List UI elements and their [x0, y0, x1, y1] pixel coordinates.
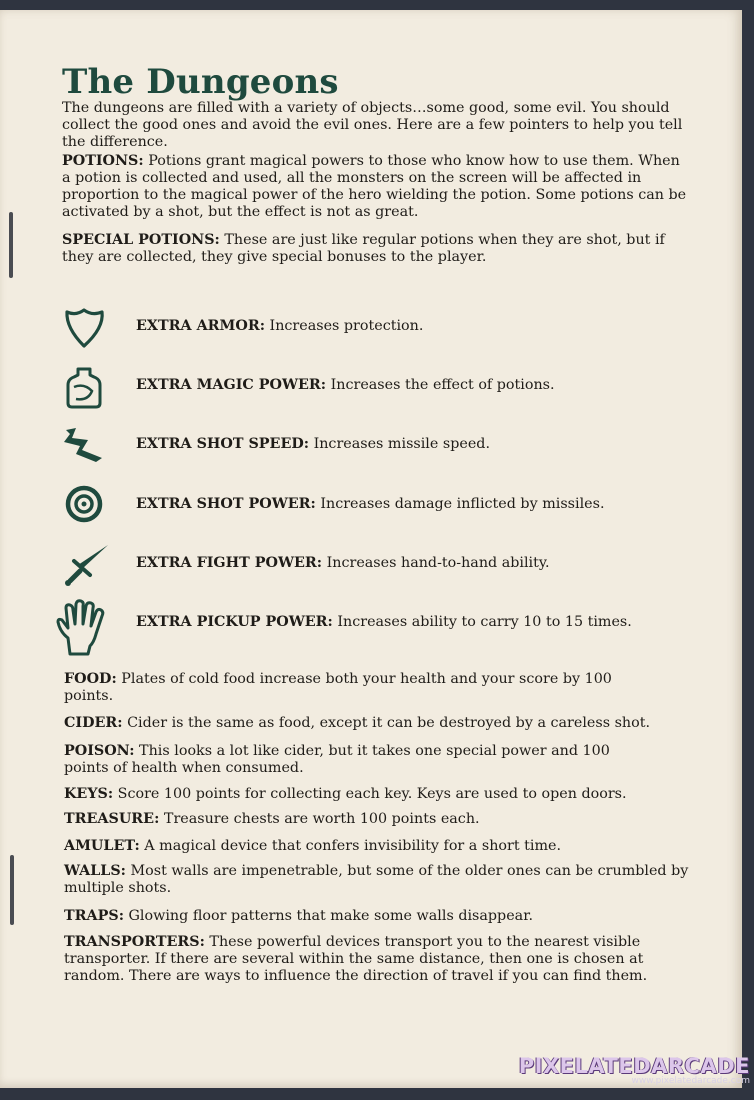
power-row-fight: [62, 543, 690, 583]
staple: [10, 855, 14, 925]
item-amulet: AMULET: A magical device that confers invisibility for a short time.: [64, 838, 562, 854]
shield-icon: [62, 306, 112, 350]
potions-text: Potions grant magical powers to those who know how to use them. When a potion is collected and used, all the monsters on the screen will be affected in proportion to the magical power of the hero wielding the potion. Some potions can be activated by a shot, but the effect is not as great.: [62, 153, 687, 220]
watermark-name: PIXELATEDARCADE: [518, 1054, 750, 1078]
special-potions-text: These are just like regular potions when they are shot, but if they are collected, they give special bonuses to the player.: [62, 232, 665, 265]
power-row-shot-power: [62, 484, 690, 524]
sword-icon: [62, 543, 112, 587]
power-row-pickup: [62, 602, 690, 642]
power-label: EXTRA ARMOR: Increases protection.: [136, 318, 424, 334]
lightning-bolt-icon: [62, 424, 112, 468]
power-label: EXTRA SHOT POWER: Increases damage inflicted by missiles.: [136, 496, 605, 512]
item-food: FOOD: Plates of cold food increase both your health and your score by 100 points.: [64, 671, 612, 704]
potions-lead: POTIONS:: [62, 153, 144, 169]
watermark-url: www.pixelatedarcade.com: [631, 1076, 750, 1086]
power-row-speed: [62, 424, 690, 464]
item-cider: CIDER: Cider is the same as food, except it can be destroyed by a careless shot.: [64, 715, 651, 731]
manual-page: [0, 10, 742, 1088]
staple: [9, 212, 13, 278]
intro-paragraph: The dungeons are filled with a variety of objects…some good, some evil. You should collect the good ones and avoid the evil ones. Here are a few pointers to help you tell the difference.: [62, 100, 683, 150]
power-row-armor: [62, 306, 690, 346]
potion-bottle-icon: [62, 365, 112, 409]
power-label: EXTRA SHOT SPEED: Increases missile speed.: [136, 436, 490, 452]
special-potions-lead: SPECIAL POTIONS:: [62, 232, 220, 248]
power-label: EXTRA PICKUP POWER: Increases ability to carry 10 to 15 times.: [136, 614, 632, 630]
target-icon: [62, 484, 112, 528]
item-keys: KEYS: Score 100 points for collecting each key. Keys are used to open doors.: [64, 786, 627, 802]
power-label: EXTRA MAGIC POWER: Increases the effect of potions.: [136, 377, 555, 393]
power-label: EXTRA FIGHT POWER: Increases hand-to-hand ability.: [136, 555, 550, 571]
item-treasure: TREASURE: Treasure chests are worth 100 points each.: [64, 811, 480, 827]
hand-icon: [54, 598, 116, 658]
potions-paragraph: [62, 153, 690, 221]
page-title: The Dungeons: [62, 62, 339, 102]
site-watermark: [519, 1054, 750, 1086]
item-transporters: TRANSPORTERS: These powerful devices transport you to the nearest visible transporter. If there are several within the same distance, then one is chosen at random. There are ways to influence the direction of travel if you can find them.: [64, 934, 648, 984]
power-row-magic: [62, 365, 690, 405]
item-traps: TRAPS: Glowing floor patterns that make some walls disappear.: [64, 908, 534, 924]
item-poison: POISON: This looks a lot like cider, but it takes one special power and 100 points of health when consumed.: [64, 743, 610, 776]
special-potions-paragraph: [62, 232, 690, 266]
item-walls: WALLS: Most walls are impenetrable, but some of the older ones can be crumbled by multiple shots.: [64, 863, 689, 896]
